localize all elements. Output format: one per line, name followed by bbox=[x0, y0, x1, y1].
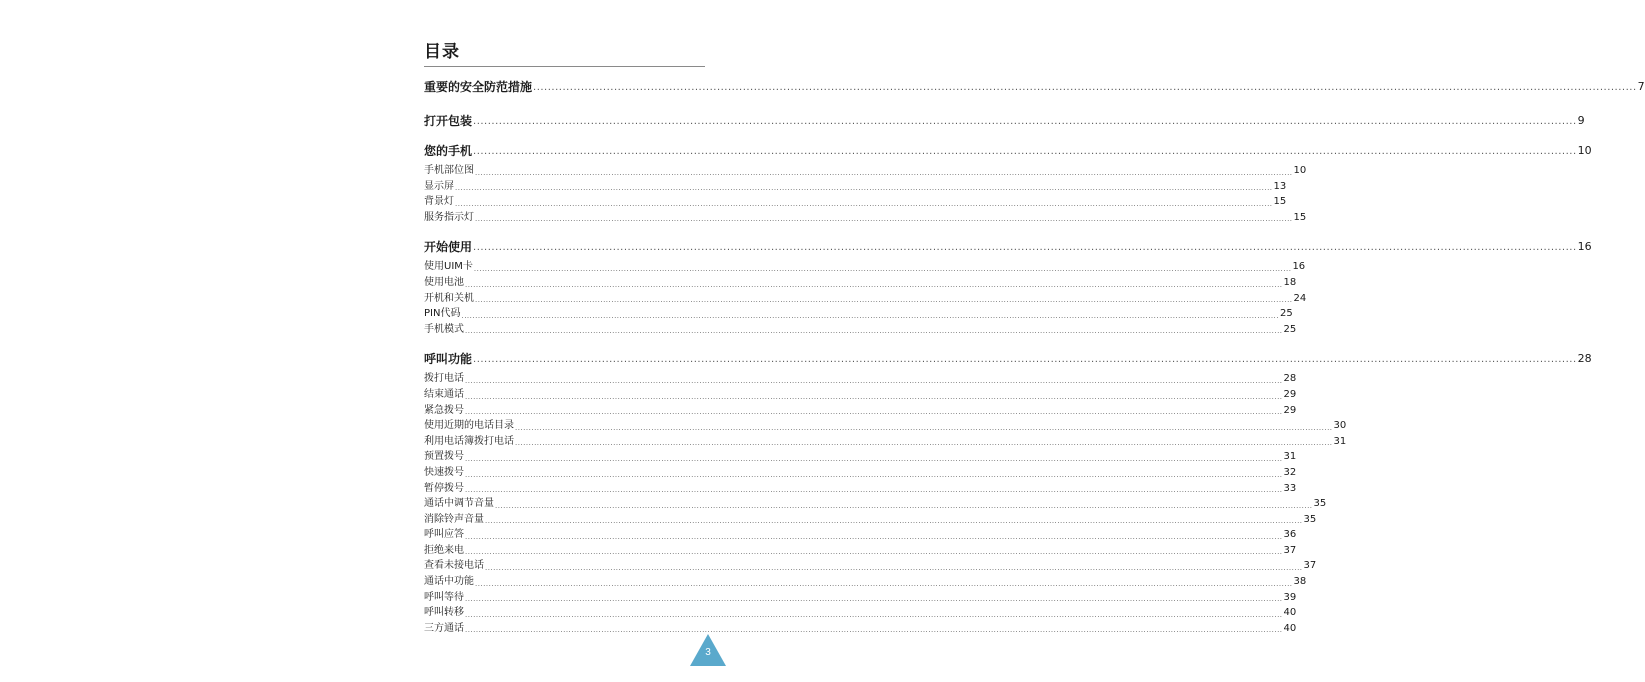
dot-leader: ............................................................................................................................................................................................................................................................................................................ bbox=[473, 146, 1577, 157]
entry-page-number: 36 bbox=[1283, 529, 1297, 541]
entry-page-number: 37 bbox=[1283, 544, 1297, 556]
entry-label: 服务指示灯 bbox=[424, 211, 474, 223]
entry-label: 通话中功能 bbox=[424, 576, 474, 588]
toc-entry[interactable] bbox=[424, 210, 1307, 226]
toc-section-heading[interactable] bbox=[424, 79, 1645, 95]
entry-label: 呼叫等待 bbox=[424, 591, 464, 603]
entry-label: 拒绝来电 bbox=[424, 544, 464, 556]
entry-label: 使用近期的电话目录 bbox=[424, 420, 514, 432]
toc-section-heading[interactable] bbox=[424, 113, 1585, 129]
dot-leader: ............................................................................................................................................................................................................................................................................................................ bbox=[473, 116, 1577, 127]
section-title: 呼叫功能 bbox=[424, 352, 473, 367]
entry-page-number: 40 bbox=[1283, 607, 1297, 619]
entry-label: 背景灯 bbox=[424, 196, 454, 208]
section-page-number: 9 bbox=[1577, 114, 1585, 127]
entry-label: 呼叫转移 bbox=[424, 607, 464, 619]
dot-leader: ............................................................................................................................................................................................................................................................................................................ bbox=[465, 327, 1283, 336]
entry-label: 消除铃声音量 bbox=[424, 513, 484, 525]
entry-page-number: 31 bbox=[1333, 435, 1347, 447]
entry-page-number: 40 bbox=[1283, 622, 1297, 634]
entry-page-number: 18 bbox=[1283, 276, 1297, 288]
entry-page-number: 29 bbox=[1283, 388, 1297, 400]
toc-entry[interactable] bbox=[424, 590, 1297, 606]
entry-label: 手机模式 bbox=[424, 323, 464, 335]
entry-page-number: 31 bbox=[1283, 451, 1297, 463]
entry-label: 开机和关机 bbox=[424, 292, 474, 304]
toc-entry[interactable] bbox=[424, 449, 1297, 465]
toc-section bbox=[424, 351, 1592, 636]
entry-page-number: 15 bbox=[1273, 196, 1287, 208]
page-number: 3 bbox=[705, 647, 711, 658]
entry-page-number: 35 bbox=[1313, 498, 1327, 510]
toc-entry[interactable] bbox=[424, 496, 1327, 512]
dot-leader: ............................................................................................................................................................................................................................................................................................................ bbox=[465, 376, 1283, 385]
entry-label: 利用电话簿拨打电话 bbox=[424, 435, 514, 447]
entry-page-number: 39 bbox=[1283, 591, 1297, 603]
entry-label: 快速拨号 bbox=[424, 466, 464, 478]
entry-label: 使用电池 bbox=[424, 276, 464, 288]
toc-entry[interactable] bbox=[424, 558, 1317, 574]
dot-leader: ............................................................................................................................................................................................................................................................................................................ bbox=[465, 610, 1283, 619]
toc-entry[interactable] bbox=[424, 306, 1293, 322]
section-page-number: 28 bbox=[1577, 352, 1592, 366]
entry-label: 三方通话 bbox=[424, 622, 464, 634]
dot-leader: ............................................................................................................................................................................................................................................................................................................ bbox=[465, 595, 1283, 604]
entry-label: 预置拨号 bbox=[424, 451, 464, 463]
entry-page-number: 29 bbox=[1283, 404, 1297, 416]
entry-page-number: 35 bbox=[1303, 513, 1317, 525]
entry-label: 拨打电话 bbox=[424, 373, 464, 385]
toc-section bbox=[424, 143, 1592, 225]
entry-label: 紧急拨号 bbox=[424, 404, 464, 416]
toc-entry[interactable] bbox=[424, 371, 1297, 387]
dot-leader: ............................................................................................................................................................................................................................................................................................................ bbox=[465, 626, 1283, 635]
entry-page-number: 38 bbox=[1293, 576, 1307, 588]
dot-leader: ............................................................................................................................................................................................................................................................................................................ bbox=[485, 517, 1303, 526]
dot-leader: ............................................................................................................................................................................................................................................................................................................ bbox=[465, 280, 1283, 289]
toc-title: 目录 bbox=[424, 42, 460, 62]
entry-page-number: 10 bbox=[1293, 165, 1307, 176]
dot-leader: ............................................................................................................................................................................................................................................................................................................ bbox=[515, 423, 1333, 432]
dot-leader: ............................................................................................................................................................................................................................................................................................................ bbox=[475, 168, 1293, 177]
dot-leader: ............................................................................................................................................................................................................................................................................................................ bbox=[473, 264, 1292, 273]
title-divider bbox=[424, 66, 705, 67]
dot-leader: ............................................................................................................................................................................................................................................................................................................ bbox=[455, 199, 1273, 208]
entry-page-number: 16 bbox=[1292, 261, 1306, 273]
toc-entry[interactable] bbox=[424, 527, 1297, 543]
entry-label: 手机部位图 bbox=[424, 165, 474, 176]
entry-page-number: 37 bbox=[1303, 560, 1317, 572]
entry-label: 暂停拨号 bbox=[424, 482, 464, 494]
dot-leader: ............................................................................................................................................................................................................................................................................................................ bbox=[475, 296, 1293, 305]
entry-page-number: 30 bbox=[1333, 420, 1347, 432]
dot-leader: ............................................................................................................................................................................................................................................................................................................ bbox=[461, 311, 1279, 320]
section-title: 您的手机 bbox=[424, 144, 473, 158]
toc-entry[interactable] bbox=[424, 418, 1347, 434]
toc-entry[interactable] bbox=[424, 481, 1297, 497]
entry-label: 结束通话 bbox=[424, 388, 464, 400]
entry-page-number: 33 bbox=[1283, 482, 1297, 494]
entry-page-number: 24 bbox=[1293, 292, 1307, 304]
entry-label: PIN代码 bbox=[424, 308, 461, 320]
dot-leader: ............................................................................................................................................................................................................................................................................................................ bbox=[465, 470, 1283, 479]
toc-entry[interactable] bbox=[424, 543, 1297, 559]
dot-leader: ............................................................................................................................................................................................................................................................................................................ bbox=[515, 439, 1333, 448]
entry-label: 查看未接电话 bbox=[424, 560, 484, 572]
toc-section-heading[interactable] bbox=[424, 239, 1592, 255]
toc-section-heading[interactable] bbox=[424, 351, 1592, 367]
toc-section bbox=[424, 79, 1645, 95]
toc-entry[interactable] bbox=[424, 403, 1297, 419]
dot-leader: ............................................................................................................................................................................................................................................................................................................ bbox=[473, 242, 1577, 254]
toc-entry[interactable] bbox=[424, 434, 1347, 450]
entry-label: 显示屏 bbox=[424, 180, 454, 192]
dot-leader: ............................................................................................................................................................................................................................................................................................................ bbox=[465, 408, 1283, 417]
dot-leader: ............................................................................................................................................................................................................................................................................................................ bbox=[465, 548, 1283, 557]
toc-entry[interactable] bbox=[424, 512, 1317, 528]
toc-entry[interactable] bbox=[424, 194, 1287, 210]
dot-leader: ............................................................................................................................................................................................................................................................................................................ bbox=[455, 184, 1273, 193]
dot-leader: ............................................................................................................................................................................................................................................................................................................ bbox=[465, 486, 1283, 495]
section-page-number: 10 bbox=[1577, 144, 1592, 157]
entry-label: 通话中调节音量 bbox=[424, 498, 494, 510]
entry-page-number: 13 bbox=[1273, 180, 1287, 192]
section-title: 打开包装 bbox=[424, 114, 473, 128]
section-title: 重要的安全防范措施 bbox=[424, 80, 533, 94]
dot-leader: ............................................................................................................................................................................................................................................................................................................ bbox=[475, 579, 1293, 588]
section-page-number: 7 bbox=[1637, 80, 1645, 93]
dot-leader: ............................................................................................................................................................................................................................................................................................................ bbox=[465, 454, 1283, 463]
toc-section bbox=[424, 239, 1592, 337]
toc-entry[interactable] bbox=[424, 275, 1297, 291]
section-title: 开始使用 bbox=[424, 240, 473, 255]
dot-leader: ............................................................................................................................................................................................................................................................................................................ bbox=[473, 354, 1577, 366]
entry-page-number: 32 bbox=[1283, 466, 1297, 478]
toc-entries bbox=[424, 79, 1645, 636]
entry-page-number: 28 bbox=[1283, 373, 1297, 385]
entry-page-number: 15 bbox=[1293, 211, 1307, 223]
dot-leader: ............................................................................................................................................................................................................................................................................................................ bbox=[533, 82, 1637, 93]
section-page-number: 16 bbox=[1577, 240, 1592, 254]
toc-entry[interactable] bbox=[424, 322, 1297, 338]
dot-leader: ............................................................................................................................................................................................................................................................................................................ bbox=[465, 392, 1283, 401]
dot-leader: ............................................................................................................................................................................................................................................................................................................ bbox=[465, 532, 1283, 541]
toc-entry[interactable] bbox=[424, 465, 1297, 481]
entry-label: 呼叫应答 bbox=[424, 529, 464, 541]
toc-entry[interactable] bbox=[424, 163, 1307, 179]
table-of-contents bbox=[424, 40, 1645, 636]
toc-entry[interactable] bbox=[424, 621, 1297, 637]
entry-page-number: 25 bbox=[1280, 308, 1293, 320]
toc-entry[interactable] bbox=[424, 605, 1297, 621]
dot-leader: ............................................................................................................................................................................................................................................................................................................ bbox=[495, 501, 1313, 510]
toc-entry[interactable] bbox=[424, 179, 1287, 195]
toc-entry[interactable] bbox=[424, 574, 1307, 590]
toc-entry[interactable] bbox=[424, 291, 1307, 307]
entry-label: 使用UIM卡 bbox=[424, 261, 473, 273]
toc-entry[interactable] bbox=[424, 259, 1306, 275]
entry-page-number: 25 bbox=[1283, 323, 1297, 335]
toc-entry[interactable] bbox=[424, 387, 1297, 403]
dot-leader: ............................................................................................................................................................................................................................................................................................................ bbox=[475, 215, 1293, 224]
page-number-badge bbox=[688, 632, 728, 668]
toc-section bbox=[424, 113, 1585, 129]
dot-leader: ............................................................................................................................................................................................................................................................................................................ bbox=[485, 564, 1303, 573]
toc-section-heading[interactable] bbox=[424, 143, 1592, 159]
